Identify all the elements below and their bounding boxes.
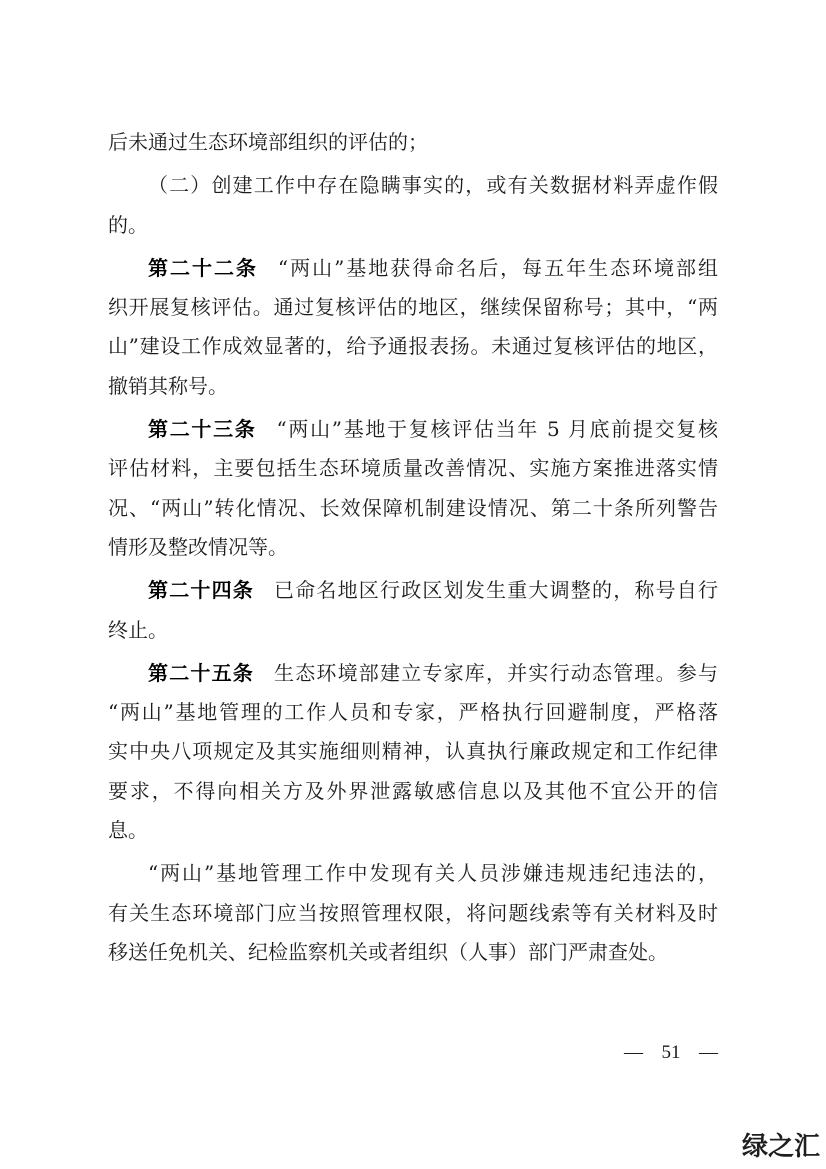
text-line xyxy=(108,571,718,610)
watermark-logo: 绿之汇 xyxy=(741,1132,820,1162)
text-line xyxy=(108,249,718,288)
body-text xyxy=(108,123,718,972)
text-line: 有关生态环境部门应当按照管理权限，将问题线索等有关材料及时 xyxy=(108,900,718,925)
text-line: 的。 xyxy=(108,212,148,237)
paragraph-violation-handling xyxy=(108,854,718,972)
text-line: 要求，不得向相关方及外界泄露敏感信息以及其他不宜公开的信 xyxy=(108,778,718,803)
article-23 xyxy=(108,410,718,567)
page-number xyxy=(624,1039,718,1067)
article-heading: 第二十三条 xyxy=(148,417,257,442)
text-line: “两山”基地管理工作中发现有关人员涉嫌违规违纪违法的， xyxy=(148,861,718,886)
text-line: 情形及整改情况等。 xyxy=(108,534,288,559)
text-segment: “两山”基地获得命名后，每五年生态环境部组 xyxy=(277,255,718,280)
text-line: 终止。 xyxy=(108,617,168,642)
paragraph-continuation xyxy=(108,123,718,162)
text-line: 况、“两山”转化情况、长效保障机制建设情况、第二十条所列警告 xyxy=(108,495,718,520)
text-line xyxy=(108,410,718,449)
text-line: 后未通过生态环境部组织的评估的； xyxy=(108,130,428,154)
text-line: 息。 xyxy=(108,818,148,843)
text-segment: 生态环境部建立专家库，并实行动态管理。参与 xyxy=(274,660,718,685)
text-line xyxy=(108,654,718,693)
paragraph-item-2 xyxy=(108,166,718,245)
text-segment: “两山”基地于复核评估当年 5 月底前提交复核 xyxy=(276,417,718,442)
text-line: 山”建设工作成效显著的，给予通报表扬。未通过复核评估的地区， xyxy=(108,334,718,359)
page-number-dash-left: — xyxy=(624,1042,643,1063)
article-heading: 第二十二条 xyxy=(148,255,258,280)
text-line: （二）创建工作中存在隐瞒事实的，或有关数据材料弄虚作假 xyxy=(148,173,718,198)
article-24 xyxy=(108,571,718,650)
page-number-dash-right: — xyxy=(699,1042,718,1063)
text-line: 织开展复核评估。通过复核评估的地区，继续保留称号；其中，“两 xyxy=(108,295,718,320)
article-22 xyxy=(108,249,718,406)
text-line: 撤销其称号。 xyxy=(108,373,228,398)
text-line: 评估材料，主要包括生态环境质量改善情况、实施方案推进落实情 xyxy=(108,456,718,481)
text-segment: 已命名地区行政区划发生重大调整的，称号自行 xyxy=(274,578,718,603)
text-line: “两山”基地管理的工作人员和专家，严格执行回避制度，严格落 xyxy=(108,700,718,725)
article-heading: 第二十四条 xyxy=(148,578,254,603)
page-number-value: 51 xyxy=(661,1042,681,1063)
text-line: 实中央八项规定及其实施细则精神，认真执行廉政规定和工作纪律 xyxy=(108,739,718,764)
article-heading: 第二十五条 xyxy=(148,660,254,685)
article-25 xyxy=(108,654,718,850)
text-line: 移送任免机关、纪检监察机关或者组织（人事）部门严肃查处。 xyxy=(108,939,668,964)
